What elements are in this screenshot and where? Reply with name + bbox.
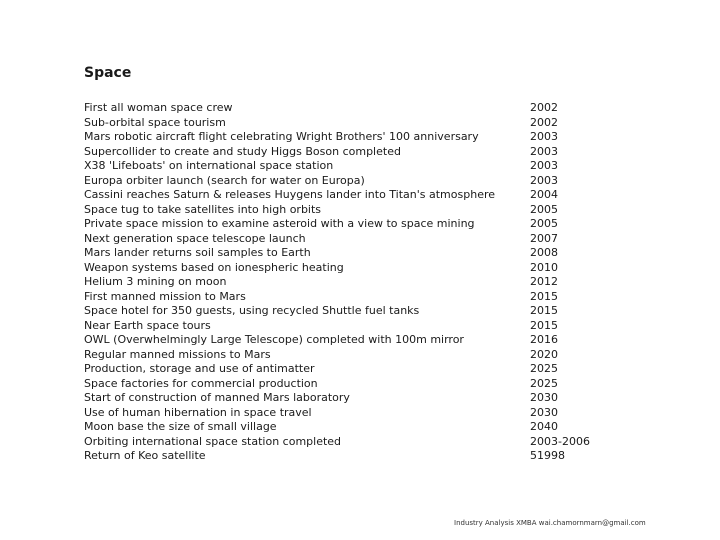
event-text: OWL (Overwhelmingly Large Telescope) completed with 100m mirror — [84, 333, 464, 346]
event-year: 2015 — [530, 318, 558, 332]
event-text: Regular manned missions to Mars — [84, 347, 271, 361]
event-year: 2010 — [530, 260, 558, 274]
event-text: Weapon systems based on ionespheric heating — [84, 260, 344, 274]
event-text: Supercollider to create and study Higgs Boson completed — [84, 144, 401, 158]
event-text: Near Earth space tours — [84, 318, 211, 332]
timeline-row — [84, 130, 604, 145]
timeline-row — [84, 449, 604, 464]
timeline-row — [84, 217, 604, 232]
timeline-row — [84, 159, 604, 174]
event-text: Space factories for commercial production — [84, 376, 318, 390]
timeline-row — [84, 377, 604, 392]
timeline-row — [84, 435, 604, 450]
space-timeline — [84, 101, 604, 464]
event-text: Production, storage and use of antimatter — [84, 362, 315, 375]
event-year: 2007 — [530, 231, 558, 245]
event-text: Helium 3 mining on moon — [84, 275, 227, 288]
event-year: 2012 — [530, 275, 558, 288]
event-text: Private space mission to examine asteroid with a view to space mining — [84, 217, 475, 230]
event-year: 2004 — [530, 188, 558, 201]
timeline-row — [84, 261, 604, 276]
event-text: Moon base the size of small village — [84, 420, 277, 433]
timeline-row — [84, 420, 604, 435]
event-year: 2008 — [530, 246, 558, 259]
timeline-row — [84, 290, 604, 305]
timeline-row — [84, 203, 604, 218]
event-year: 2003 — [530, 130, 558, 143]
event-year: 2005 — [530, 202, 558, 216]
timeline-row — [84, 101, 604, 116]
footer-credit: Industry Analysis XMBA wai.chamornmarn@gmail.com — [454, 519, 646, 527]
timeline-row — [84, 304, 604, 319]
page-title: Space — [84, 65, 132, 81]
event-year: 2003 — [530, 173, 558, 187]
timeline-row — [84, 406, 604, 421]
timeline-row — [84, 246, 604, 261]
timeline-row — [84, 116, 604, 131]
timeline-row — [84, 275, 604, 290]
event-year: 2025 — [530, 362, 558, 375]
event-year: 2015 — [530, 304, 558, 317]
event-year: 2003 — [530, 159, 558, 172]
timeline-row — [84, 348, 604, 363]
event-text: Europa orbiter launch (search for water on Europa) — [84, 173, 365, 187]
event-text: Sub-orbital space tourism — [84, 115, 226, 129]
event-year: 2002 — [530, 115, 558, 129]
timeline-row — [84, 174, 604, 189]
event-year: 51998 — [530, 449, 565, 462]
event-text: First all woman space crew — [84, 101, 233, 114]
event-text: Mars lander returns soil samples to Earth — [84, 246, 311, 259]
timeline-row — [84, 188, 604, 203]
event-year: 2015 — [530, 289, 558, 303]
timeline-row — [84, 319, 604, 334]
event-year: 2040 — [530, 420, 558, 433]
event-text: Return of Keo satellite — [84, 449, 206, 462]
event-text: Space tug to take satellites into high orbits — [84, 202, 322, 216]
event-year: 2016 — [530, 333, 558, 346]
event-text: Cassini reaches Saturn & releases Huygens lander into Titan's atmosphere — [84, 188, 496, 201]
event-year: 2030 — [530, 405, 558, 419]
event-year: 2025 — [530, 376, 558, 390]
timeline-row — [84, 362, 604, 377]
timeline-row — [84, 232, 604, 247]
event-text: X38 'Lifeboats' on international space station — [84, 159, 334, 172]
event-year: 2005 — [530, 217, 558, 230]
event-year: 2002 — [530, 101, 558, 114]
event-text: Space hotel for 350 guests, using recycled Shuttle fuel tanks — [84, 304, 420, 317]
event-text: Orbiting international space station completed — [84, 434, 342, 448]
event-text: Mars robotic aircraft flight celebrating Wright Brothers' 100 anniversary — [84, 130, 479, 143]
event-year: 2020 — [530, 347, 558, 361]
event-year: 2030 — [530, 391, 558, 404]
event-year: 2003-2006 — [530, 434, 590, 448]
event-text: First manned mission to Mars — [84, 289, 246, 303]
timeline-row — [84, 333, 604, 348]
event-text: Use of human hibernation in space travel — [84, 405, 312, 419]
event-year: 2003 — [530, 144, 558, 158]
timeline-row — [84, 145, 604, 160]
event-text: Next generation space telescope launch — [84, 231, 306, 245]
event-text: Start of construction of manned Mars laboratory — [84, 391, 350, 404]
timeline-row — [84, 391, 604, 406]
